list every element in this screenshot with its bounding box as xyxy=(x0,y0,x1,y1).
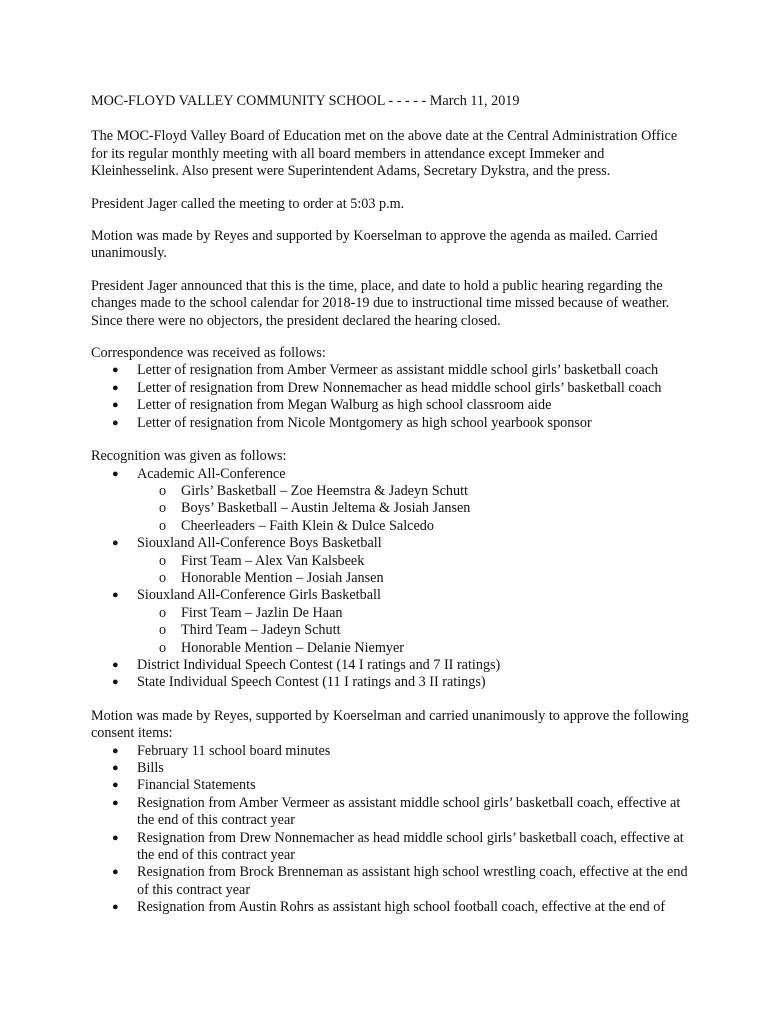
correspondence-list xyxy=(91,362,691,432)
list-item: ● Resignation from Drew Nonnemacher as head middle school girls’ basketball coach, effective at the end of this contract year xyxy=(112,829,684,864)
sub-list xyxy=(137,483,691,535)
sub-list-item: o Honorable Mention – Delanie Niemyer xyxy=(159,639,404,656)
list-item: ● Resignation from Brock Brenneman as assistant high school wrestling coach, effective at the end of this contract year xyxy=(112,864,688,898)
list-item: ● Letter of resignation from Nicole Montgomery as high school yearbook sponsor xyxy=(112,414,592,431)
list-item: ● District Individual Speech Contest (14 I ratings and 7 II ratings) xyxy=(112,656,501,673)
sub-list-item: o First Team – Jazlin De Haan xyxy=(159,604,343,621)
paragraph-agenda-motion: Motion was made by Reyes and supported by Koerselman to approve the agenda as mailed. Carried unanimously. xyxy=(91,228,658,262)
sub-list xyxy=(137,553,691,588)
sub-list-item: o Third Team – Jadeyn Schutt xyxy=(159,622,341,639)
list-item: ● Letter of resignation from Amber Vermeer as assistant middle school girls’ basketball coach xyxy=(112,362,659,379)
bullet-dot-icon: ● xyxy=(112,658,119,671)
bullet-circle-icon: o xyxy=(159,500,167,517)
bullet-dot-icon: ● xyxy=(112,399,119,412)
list-item: ● Letter of resignation from Drew Nonnemacher as head middle school girls’ basketball coach xyxy=(112,379,662,396)
bullet-dot-icon: ● xyxy=(112,831,119,844)
bullet-dot-icon: ● xyxy=(112,744,119,757)
bullet-dot-icon: ● xyxy=(112,779,119,792)
correspondence-intro: Correspondence was received as follows: xyxy=(91,345,326,362)
bullet-dot-icon: ● xyxy=(112,589,119,602)
document-page xyxy=(91,93,691,933)
bullet-circle-icon: o xyxy=(159,604,167,621)
bullet-dot-icon: ● xyxy=(112,762,119,774)
recognition-intro: Recognition was given as follows: xyxy=(91,448,287,465)
list-item: ● February 11 school board minutes xyxy=(112,742,331,759)
bullet-dot-icon: ● xyxy=(112,416,119,429)
bullet-dot-icon: ● xyxy=(112,796,119,809)
list-item: ● Resignation from Austin Rohrs as assistant high school football coach, effective at the end of xyxy=(112,899,666,916)
list-item: ● Bills xyxy=(112,760,164,776)
paragraph-public-hearing: President Jager announced that this is the time, place, and date to hold a public hearing regarding the changes made to the school calendar for 2018-19 due to instructional time missed because of weather. Since there were no objectors, the president declared the hearing closed. xyxy=(91,277,670,329)
sub-list-item: o First Team – Alex Van Kalsbeek xyxy=(159,552,365,569)
list-item: ● Siouxland All-Conference Boys Basketball o First Team – Alex Van Kalsbeek o Honorable Mention – Josiah Jansen xyxy=(91,535,691,587)
bullet-dot-icon: ● xyxy=(112,381,119,394)
sub-list-item: o Boys’ Basketball – Austin Jeltema & Josiah Jansen xyxy=(159,500,471,517)
consent-list xyxy=(91,743,691,917)
list-item: ● Siouxland All-Conference Girls Basketball o First Team – Jazlin De Haan o Third Team – Jadeyn Schutt o Honorable Mention – Delanie Niemyer xyxy=(91,587,691,657)
list-item: ● State Individual Speech Contest (11 I ratings and 3 II ratings) xyxy=(112,674,486,691)
bullet-circle-icon: o xyxy=(159,552,167,569)
bullet-dot-icon: ● xyxy=(112,676,119,689)
paragraph-call-to-order: President Jager called the meeting to order at 5:03 p.m. xyxy=(91,195,405,212)
document-title: MOC-FLOYD VALLEY COMMUNITY SCHOOL - - - - - March 11, 2019 xyxy=(91,93,520,109)
sub-list-item: o Cheerleaders – Faith Klein & Dulce Salcedo xyxy=(159,517,434,534)
list-item: ● Letter of resignation from Megan Walburg as high school classroom aide xyxy=(112,397,552,414)
bullet-circle-icon: o xyxy=(159,517,167,534)
bullet-circle-icon: o xyxy=(159,639,167,656)
list-item: ● Financial Statements xyxy=(112,777,256,794)
bullet-dot-icon: ● xyxy=(112,866,119,879)
bullet-circle-icon: o xyxy=(159,569,167,586)
bullet-dot-icon: ● xyxy=(112,364,119,377)
list-item: ● Resignation from Amber Vermeer as assistant middle school girls’ basketball coach, effective at the end of this contract year xyxy=(112,794,681,829)
paragraph-attendance: The MOC-Floyd Valley Board of Education met on the above date at the Central Administration Office for its regular monthly meeting with all board members in attendance except Immeker and Kleinhesselink. Also present were Superintendent Adams, Secretary Dykstra, and the press. xyxy=(91,128,678,180)
recognition-list xyxy=(91,466,691,692)
bullet-circle-icon: o xyxy=(159,622,167,639)
sub-list-item: o Girls’ Basketball – Zoe Heemstra & Jadeyn Schutt xyxy=(159,482,468,499)
bullet-dot-icon: ● xyxy=(112,901,119,914)
consent-intro: Motion was made by Reyes, supported by Koerselman and carried unanimously to approve the following consent items: xyxy=(91,707,689,742)
list-item: ● Academic All-Conference o Girls’ Basketball – Zoe Heemstra & Jadeyn Schutt o Boys’ Basketball – Austin Jeltema & Josiah Jansen o Cheerleaders – Faith Klein & Dulce Salcedo xyxy=(91,466,691,536)
bullet-circle-icon: o xyxy=(159,482,167,499)
sub-list xyxy=(137,605,691,657)
bullet-dot-icon: ● xyxy=(112,537,119,550)
sub-list-item: o Honorable Mention – Josiah Jansen xyxy=(159,569,384,586)
bullet-dot-icon: ● xyxy=(112,467,119,480)
